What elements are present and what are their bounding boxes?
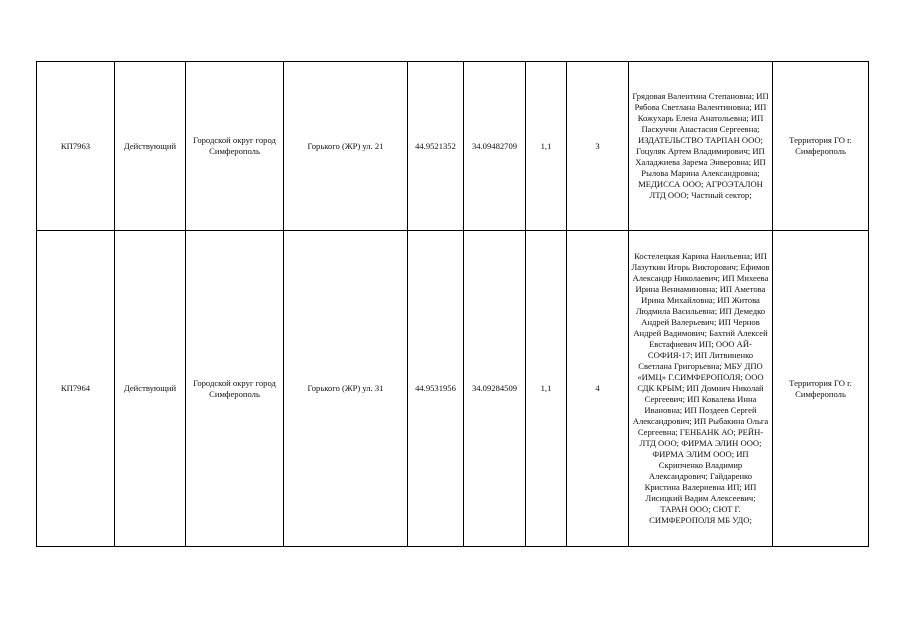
district-text: Городской округ город Симферополь (193, 377, 276, 399)
waste-producers-text: Грядовая Валентина Степановна; ИП Рябова Светлана Валентиновна; ИП Кожухарь Елена Анатольевна; ИП Паскуччи Анастасия Сергеевна; ИЗДАТЕЛЬСТВО ТАРПАН ООО; Гоцуляк Артем Владимирович; ИП Халаджиева Зарема Энверовна; ИП Рылова Марина Александровна; МЕДИССА ООО; АГРОЭТАЛОН ЛТД ООО; Частный сектор; (632, 91, 769, 200)
area-cell: 1,1 (526, 231, 567, 547)
site-code-cell: КП7963 (37, 62, 115, 231)
latitude-cell: 44.9531956 (408, 231, 464, 547)
status-cell: Действующий (115, 62, 186, 231)
territory-cell: Территория ГО г. Симферополь (773, 62, 869, 231)
container-sites-table (36, 61, 869, 547)
address-cell: Горького (ЖР) ул. 31 (284, 231, 408, 547)
status-cell: Действующий (115, 231, 186, 547)
longitude-cell: 34.09284509 (464, 231, 526, 547)
waste-producers-clip (631, 232, 770, 546)
address-cell: Горького (ЖР) ул. 21 (284, 62, 408, 231)
waste-producers-cell (629, 62, 773, 231)
waste-producers-text: Костелецкая Карина Наильевна; ИП Лазуткин Игорь Викторович; Ефимов Александр Николаевич; ИП Михеева Ирина Вениаминовна; ИП Аметова Ирина Михайловна; ИП Житова Людмила Васильевна; ИП Демедко Андрей Валерьевич; ИП Чернов Андрей Вадимович; Бахтий Алексей Евстафиевич ИП; ООО АЙ-СОФИЯ-17; ИП Литвиненко Светлана Григорьевна; МБУ ДПО «ИМЦ» Г.СИМФЕРОПОЛЯ; ООО СДК КРЫМ; ИП Домнич Николай Сергеевич; ИП Ковалева Инна Ивановна; ИП Поздеев Сергей Александрович; ИП Рыбакина Ольга Сергеевна; ГЕНБАНК АО; РЕЙН-ЛТД ООО; ФИРМА ЭЛИН ООО; ФИРМА ЭЛИМ ООО; ИП Скрипченко Владимир Александрович; Гайдаренко Кристина Валериевна ИП; ИП Лисицкий Вадим Алексеевич; ТАРАН ООО; СЮТ Г. СИМФЕРОПОЛЯ МБ УДО; (631, 251, 770, 525)
container-count-cell: 4 (567, 231, 629, 547)
district-cell (186, 231, 284, 547)
area-cell: 1,1 (526, 62, 567, 231)
table-row (37, 231, 869, 547)
waste-producers-cell (629, 231, 773, 547)
longitude-cell: 34.09482709 (464, 62, 526, 231)
table-row (37, 62, 869, 231)
territory-cell: Территория ГО г. Симферополь (773, 231, 869, 547)
site-code-cell: КП7964 (37, 231, 115, 547)
district-text: Городской округ город Симферополь (193, 135, 276, 156)
container-count-cell: 3 (567, 62, 629, 231)
latitude-cell: 44.9521352 (408, 62, 464, 231)
district-cell (186, 62, 284, 231)
